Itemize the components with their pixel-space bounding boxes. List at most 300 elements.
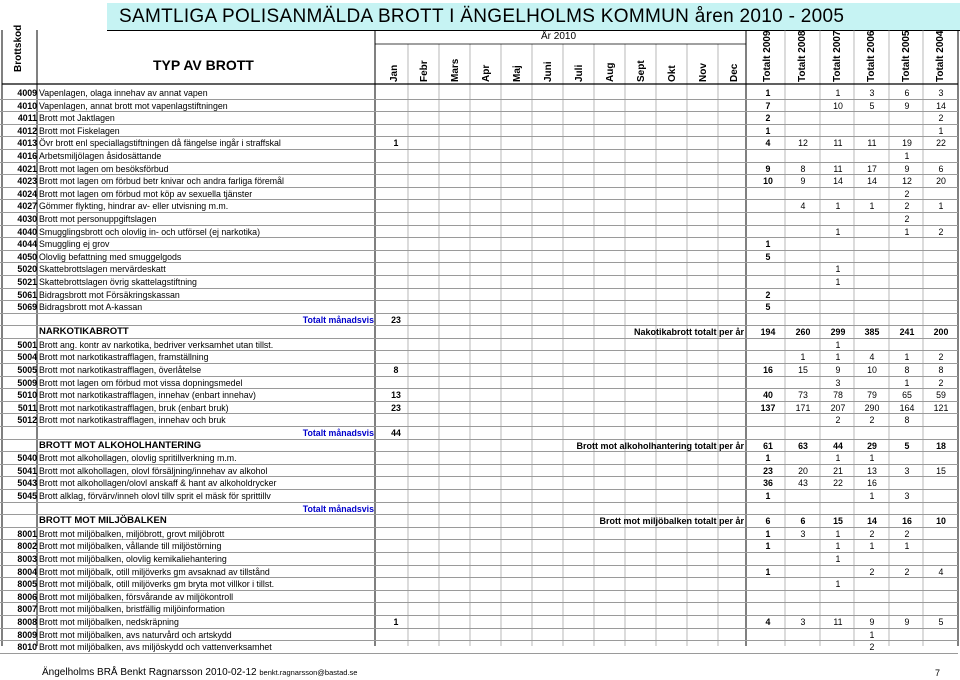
year-total-value: 11 xyxy=(833,138,843,149)
total-header-4: Totalt 2005 xyxy=(901,30,912,82)
crime-code: 5021 xyxy=(17,276,37,287)
year-total-value: 8 xyxy=(904,365,910,376)
crime-code: 5040 xyxy=(17,453,37,464)
table-row xyxy=(0,414,960,427)
crime-code: 4050 xyxy=(17,251,37,262)
crime-description: Bidragsbrott mot Försäkringskassan xyxy=(39,289,180,300)
year-total-value: 5 xyxy=(869,100,875,111)
table-row xyxy=(0,591,960,604)
table-row xyxy=(0,188,960,201)
total-header-3: Totalt 2006 xyxy=(866,30,877,82)
crime-description: Skattebrottslagen mervärdeskatt xyxy=(39,264,166,275)
crime-description: Olovlig befattning med smuggelgods xyxy=(39,251,182,262)
crime-description: Brott mot alkohollagen, olovlig spritillverkning m.m. xyxy=(39,453,237,464)
year-total-value: 1 xyxy=(765,566,771,577)
jan-value: 1 xyxy=(393,138,399,149)
year-total-value: 8 xyxy=(904,415,910,426)
crime-code: 8009 xyxy=(17,629,37,640)
table-row xyxy=(0,540,960,553)
year-total-value: 22 xyxy=(833,478,843,489)
jan-value: 44 xyxy=(391,428,401,439)
year-total-value: 79 xyxy=(867,390,877,401)
crime-code: 8010 xyxy=(17,642,37,653)
year-total-value: 78 xyxy=(833,390,843,401)
year-total-value: 23 xyxy=(763,465,773,476)
footer-email: benkt.ragnarsson@bastad.se xyxy=(259,668,358,677)
year-total-value: 1 xyxy=(938,125,944,136)
year-total-value: 2 xyxy=(869,528,875,539)
crime-code: 8008 xyxy=(17,616,37,627)
crime-description: Brott mot Fiskelagen xyxy=(39,125,120,136)
year-total-value: 9 xyxy=(869,616,875,627)
year-total-value: 1 xyxy=(765,453,771,464)
year-total-value: 1 xyxy=(835,276,841,287)
year-total-value: 12 xyxy=(902,176,912,187)
crime-code: 5005 xyxy=(17,365,37,376)
crime-code: 5045 xyxy=(17,491,37,501)
year-total-value: 299 xyxy=(830,327,846,338)
table-row xyxy=(0,175,960,188)
table-row xyxy=(0,213,960,226)
crime-description: Brott mot miljöbalk, otill miljöverks gm bryta mot villkor i tillst. xyxy=(39,579,275,590)
group-year-total-label: Nakotikabrott totalt per år xyxy=(633,327,744,338)
year-total-value: 17 xyxy=(867,163,877,174)
month-header-juli: Juli xyxy=(574,64,585,82)
year-total-value: 73 xyxy=(798,390,808,401)
crime-description: Brott mot lagen om förbud mot köp av sexuella tjänster xyxy=(39,188,253,199)
table-row xyxy=(0,125,960,138)
year-total-value: 4 xyxy=(800,201,806,212)
group-title: BROTT MOT MILJÖBALKEN xyxy=(39,515,167,527)
year-total-value: 1 xyxy=(904,352,910,363)
group-title: NARKOTIKABROTT xyxy=(39,326,129,338)
year-total-value: 6 xyxy=(765,516,771,527)
crime-description: Brott mot miljöbalken, olovlig kemikaliehantering xyxy=(39,553,227,564)
year-total-value: 121 xyxy=(933,402,949,413)
month-total-label: Totalt månadsvis xyxy=(302,314,374,325)
year-total-value: 7 xyxy=(765,100,771,111)
year-total-value: 1 xyxy=(800,352,806,363)
year-total-value: 1 xyxy=(765,239,771,250)
crime-code: 4024 xyxy=(17,188,37,199)
year-total-value: 3 xyxy=(869,88,875,98)
crime-code: 4009 xyxy=(17,88,37,98)
crime-code: 4044 xyxy=(17,239,37,250)
year-total-value: 9 xyxy=(904,163,910,174)
table-row xyxy=(0,490,960,503)
crime-description: Skattebrottslagen övrig skattelagstiftning xyxy=(39,276,197,287)
year-total-value: 1 xyxy=(835,579,841,590)
year-total-value: 1 xyxy=(835,528,841,539)
crime-code: 5020 xyxy=(17,264,37,275)
jan-value: 23 xyxy=(391,314,401,325)
year-total-value: 137 xyxy=(760,402,776,413)
year-total-value: 43 xyxy=(798,478,808,489)
crime-description: Gömmer flykting, hindrar av- eller utvisning m.m. xyxy=(39,201,229,212)
year-total-value: 9 xyxy=(765,163,771,174)
table-row xyxy=(0,465,960,478)
total-header-2: Totalt 2007 xyxy=(832,30,843,82)
crime-code: 4027 xyxy=(17,201,37,212)
crime-code: 5069 xyxy=(17,302,37,313)
year-total-value: 1 xyxy=(835,541,841,552)
year-total-value: 59 xyxy=(936,390,946,401)
month-header-nov: Nov xyxy=(698,63,709,82)
total-header-5: Totalt 2004 xyxy=(935,30,946,82)
crime-code: 4040 xyxy=(17,226,37,237)
year-total-value: 194 xyxy=(760,327,776,338)
title-bar xyxy=(107,3,960,31)
year-total-value: 14 xyxy=(936,100,946,111)
year-total-value: 164 xyxy=(899,402,915,413)
crime-code: 5041 xyxy=(17,465,37,476)
table-row xyxy=(0,339,960,352)
crime-description: Vapenlagen, annat brott mot vapenlagstiftningen xyxy=(39,100,228,111)
table-row xyxy=(0,616,960,629)
crime-description: Brott alklag, förvärv/inneh olovl tillv sprit el mäsk för sprittillv xyxy=(39,491,271,501)
table-row xyxy=(0,100,960,113)
year-total-value: 6 xyxy=(800,516,806,527)
crime-description: Bidragsbrott mot A-kassan xyxy=(39,302,143,313)
crime-description: Brott mot alkohollagen/olovl anskaff & hant av alkoholdrycker xyxy=(39,478,277,489)
crime-description: Brott mot narkotikastrafflagen, bruk (enbart bruk) xyxy=(39,402,229,413)
jan-value: 23 xyxy=(391,402,401,413)
year-total-value: 1 xyxy=(869,541,875,552)
table-row xyxy=(0,389,960,402)
jan-value: 8 xyxy=(393,365,399,376)
year-total-value: 1 xyxy=(835,352,841,363)
table-row xyxy=(0,238,960,251)
year-total-value: 2 xyxy=(904,188,910,199)
group-year-total-label: Brott mot alkoholhantering totalt per år xyxy=(576,440,744,451)
crime-description: Brott mot miljöbalken, nedskräpning xyxy=(39,616,179,627)
year-total-value: 1 xyxy=(835,339,841,350)
table-row xyxy=(0,603,960,616)
group-year-total-label: Brott mot miljöbalken totalt per år xyxy=(599,516,744,527)
crime-code: 8007 xyxy=(17,604,37,615)
year-total-value: 61 xyxy=(763,440,773,451)
year-total-value: 2 xyxy=(765,113,771,124)
crime-description: Brott mot miljöbalken, miljöbrott, grovt miljöbrott xyxy=(39,528,225,539)
table-row xyxy=(0,351,960,364)
crime-description: Övr brott enl speciallagstiftningen då fängelse ingår i straffskal xyxy=(39,138,281,149)
month-total-row xyxy=(0,503,960,516)
jan-value: 1 xyxy=(393,616,399,627)
table-row xyxy=(0,477,960,490)
year-total-value: 3 xyxy=(800,616,806,627)
crime-code: 8001 xyxy=(17,528,37,539)
crime-description: Brott ang. kontr av narkotika, bedriver verksamhet utan tillst. xyxy=(39,339,274,350)
year-total-value: 15 xyxy=(798,365,808,376)
crime-table xyxy=(0,87,960,654)
year-total-value: 2 xyxy=(869,566,875,577)
year-total-value: 2 xyxy=(869,415,875,426)
crime-description: Brott mot miljöbalken, försvårande av miljökontroll xyxy=(39,591,234,602)
footer-text: Ängelholms BRÅ Benkt Ragnarsson 2010-02-12 xyxy=(42,667,257,678)
crime-code: 4012 xyxy=(17,125,37,136)
year-total-value: 2 xyxy=(869,642,875,653)
year-total-value: 19 xyxy=(902,138,912,149)
table-row xyxy=(0,301,960,314)
crime-code: 5004 xyxy=(17,352,37,363)
year-total-value: 5 xyxy=(765,302,771,313)
group-header-row xyxy=(0,440,960,453)
year-total-value: 5 xyxy=(765,251,771,262)
year-total-value: 11 xyxy=(833,616,843,627)
year-total-value: 1 xyxy=(904,226,910,237)
year-total-value: 2 xyxy=(835,415,841,426)
year-total-value: 1 xyxy=(835,553,841,564)
month-header-dec: Dec xyxy=(729,63,740,82)
crime-description: Brott mot narkotikastrafflagen, framställning xyxy=(39,352,209,363)
month-header-okt: Okt xyxy=(667,65,678,82)
table-row xyxy=(0,200,960,213)
year-total-value: 2 xyxy=(938,377,944,388)
crime-description: Brott mot narkotikastrafflagen, innehav (enbart innehav) xyxy=(39,390,256,401)
crime-description: Brott mot miljöbalken, avs naturvård och artskydd xyxy=(39,629,232,640)
year-total-value: 385 xyxy=(864,327,880,338)
table-row xyxy=(0,377,960,390)
year-total-value: 1 xyxy=(869,453,875,464)
crime-description: Brott mot lagen om besöksförbud xyxy=(39,163,169,174)
crime-description: Brott mot lagen om förbud betr knivar och andra farliga föremål xyxy=(39,176,284,187)
year-total-value: 4 xyxy=(938,566,944,577)
year-total-value: 5 xyxy=(938,616,944,627)
year-total-value: 1 xyxy=(869,491,875,501)
year-total-value: 4 xyxy=(869,352,875,363)
year-total-value: 21 xyxy=(833,465,843,476)
year-total-value: 290 xyxy=(864,402,880,413)
crime-code: 8003 xyxy=(17,553,37,564)
year-total-value: 2 xyxy=(938,226,944,237)
year-total-value: 2 xyxy=(938,352,944,363)
year-total-value: 29 xyxy=(867,440,877,451)
year-total-value: 1 xyxy=(869,629,875,640)
year-total-value: 1 xyxy=(765,88,771,98)
crime-code: 5061 xyxy=(17,289,37,300)
crime-description: Brott mot narkotikastrafflagen, innehav och bruk xyxy=(39,415,226,426)
year-total-value: 2 xyxy=(904,528,910,539)
table-row xyxy=(0,226,960,239)
group-title: BROTT MOT ALKOHOLHANTERING xyxy=(39,439,202,451)
year-total-value: 1 xyxy=(835,88,841,98)
year-total-value: 16 xyxy=(867,478,877,489)
table-row xyxy=(0,263,960,276)
year-total-value: 10 xyxy=(833,100,843,111)
year-total-value: 1 xyxy=(765,528,771,539)
year-total-value: 1 xyxy=(835,226,841,237)
table-row xyxy=(0,528,960,541)
year-total-value: 11 xyxy=(833,163,843,174)
crime-code: 4021 xyxy=(17,163,37,174)
crime-code: 8006 xyxy=(17,591,37,602)
year-total-value: 10 xyxy=(763,176,773,187)
year-total-value: 2 xyxy=(938,113,944,124)
crime-code: 8002 xyxy=(17,541,37,552)
year-total-value: 16 xyxy=(763,365,773,376)
year-total-value: 9 xyxy=(904,616,910,627)
crime-code: 5010 xyxy=(17,390,37,401)
year-total-value: 14 xyxy=(867,516,877,527)
month-total-label: Totalt månadsvis xyxy=(302,503,374,514)
year-total-value: 9 xyxy=(835,365,841,376)
year-total-value: 5 xyxy=(904,440,910,451)
year-total-value: 2 xyxy=(904,566,910,577)
table-row xyxy=(0,163,960,176)
crime-description: Brott mot narkotikastrafflagen, överlåtelse xyxy=(39,365,202,376)
crime-code: 8005 xyxy=(17,579,37,590)
year-total-value: 3 xyxy=(835,377,841,388)
group-header-row xyxy=(0,515,960,528)
month-header-maj: Maj xyxy=(512,65,523,82)
year-total-value: 8 xyxy=(938,365,944,376)
crime-code: 4011 xyxy=(17,113,37,124)
crime-code: 4013 xyxy=(17,138,37,149)
year-total-value: 1 xyxy=(904,150,910,161)
crime-description: Brott mot miljöbalk, otill miljöverks gm avsaknad av tillstånd xyxy=(39,566,270,577)
crime-description: Smuggling ej grov xyxy=(39,239,110,250)
month-total-row xyxy=(0,427,960,440)
crime-code: 4030 xyxy=(17,213,37,224)
year-total-value: 200 xyxy=(933,327,949,338)
year-total-value: 4 xyxy=(765,616,771,627)
year-total-value: 3 xyxy=(938,88,944,98)
year-total-value: 65 xyxy=(902,390,912,401)
crime-description: Brott mot Jaktlagen xyxy=(39,113,115,124)
crime-code: 5043 xyxy=(17,478,37,489)
month-header-sept: Sept xyxy=(636,60,647,82)
crime-description: Brott mot miljöbalken, vållande till miljöstörning xyxy=(39,541,222,552)
year-total-value: 13 xyxy=(867,465,877,476)
crime-description: Brott mot lagen om förbud mot vissa dopningsmedel xyxy=(39,377,243,388)
crime-description: Smugglingsbrott och olovlig in- och utförsel (ej narkotika) xyxy=(39,226,261,237)
year-total-value: 1 xyxy=(765,125,771,136)
crime-code: 5009 xyxy=(17,377,37,388)
year-total-value: 2 xyxy=(904,213,910,224)
crime-description: Brott mot alkohollagen, olovl försäljning/innehav av alkohol xyxy=(39,465,268,476)
page-title: SAMTLIGA POLISANMÄLDA BROTT I ÄNGELHOLMS KOMMUN åren 2010 - 2005 xyxy=(119,6,845,27)
year-total-value: 8 xyxy=(800,163,806,174)
year-total-value: 1 xyxy=(904,377,910,388)
table-row xyxy=(0,251,960,264)
year-total-value: 1 xyxy=(904,541,910,552)
year-total-value: 2 xyxy=(765,289,771,300)
year-total-value: 12 xyxy=(798,138,808,149)
total-header-0: Totalt 2009 xyxy=(762,30,773,82)
table-row xyxy=(0,364,960,377)
crime-code: 5012 xyxy=(17,415,37,426)
year-total-value: 2 xyxy=(904,201,910,212)
year-total-value: 20 xyxy=(936,176,946,187)
group-header-row xyxy=(0,326,960,339)
month-header-aug: Aug xyxy=(605,62,616,82)
total-header-1: Totalt 2008 xyxy=(797,30,808,82)
crime-code: 4016 xyxy=(17,150,37,161)
month-header-juni: Juni xyxy=(543,61,554,82)
month-header-febr: Febr xyxy=(419,60,430,82)
year-total-value: 36 xyxy=(763,478,773,489)
table-row xyxy=(0,566,960,579)
crime-description: Brott mot personuppgiftslagen xyxy=(39,213,157,224)
year-total-value: 40 xyxy=(763,390,773,401)
crime-code: 4023 xyxy=(17,176,37,187)
year-header: År 2010 xyxy=(541,31,577,42)
year-total-value: 260 xyxy=(795,327,811,338)
year-total-value: 1 xyxy=(869,201,875,212)
crime-description: Brott mot miljöbalken, avs miljöskydd och vattenverksamhet xyxy=(39,642,272,653)
year-total-value: 1 xyxy=(835,453,841,464)
crime-code: 5011 xyxy=(17,402,37,413)
crime-description: Arbetsmiljölagen åsidosättande xyxy=(39,150,162,161)
table-row xyxy=(0,289,960,302)
footer xyxy=(42,667,357,678)
year-total-value: 171 xyxy=(795,402,811,413)
table-row xyxy=(0,402,960,415)
month-total-row xyxy=(0,314,960,327)
year-total-value: 3 xyxy=(904,491,910,501)
year-total-value: 6 xyxy=(904,88,910,98)
year-total-value: 14 xyxy=(867,176,877,187)
year-total-value: 11 xyxy=(867,138,877,149)
year-total-value: 3 xyxy=(800,528,806,539)
crime-code: 4010 xyxy=(17,100,37,111)
month-total-label: Totalt månadsvis xyxy=(302,428,374,439)
table-row xyxy=(0,150,960,163)
month-header-jan: Jan xyxy=(389,64,400,82)
table-header xyxy=(0,24,960,84)
jan-value: 13 xyxy=(391,390,401,401)
year-total-value: 4 xyxy=(765,138,771,149)
year-total-value: 241 xyxy=(899,327,915,338)
month-header-apr: Apr xyxy=(481,64,492,82)
table-row xyxy=(0,578,960,591)
year-total-value: 1 xyxy=(835,264,841,275)
year-total-value: 3 xyxy=(904,465,910,476)
year-total-value: 9 xyxy=(800,176,806,187)
year-total-value: 14 xyxy=(833,176,843,187)
page-number: 7 xyxy=(935,668,941,678)
year-total-value: 1 xyxy=(765,491,771,501)
year-total-value: 6 xyxy=(938,163,944,174)
year-total-value: 1 xyxy=(835,201,841,212)
crime-description: Vapenlagen, olaga innehav av annat vapen xyxy=(39,88,208,98)
year-total-value: 22 xyxy=(936,138,946,149)
table-row xyxy=(0,137,960,150)
table-row xyxy=(0,276,960,289)
year-total-value: 1 xyxy=(938,201,944,212)
year-total-value: 18 xyxy=(936,440,946,451)
crime-description: Brott mot miljöbalken, bristfällig miljöinformation xyxy=(39,604,225,615)
code-column-header: Brottskod xyxy=(13,24,24,72)
year-total-value: 9 xyxy=(904,100,910,111)
month-header-mars: Mars xyxy=(450,58,461,82)
table-row xyxy=(0,629,960,642)
year-total-value: 16 xyxy=(902,516,912,527)
year-total-value: 44 xyxy=(833,440,843,451)
year-total-value: 10 xyxy=(936,516,946,527)
table-row xyxy=(0,112,960,125)
year-total-value: 15 xyxy=(833,516,843,527)
year-total-value: 63 xyxy=(798,440,808,451)
year-total-value: 1 xyxy=(765,541,771,552)
crime-code: 8004 xyxy=(17,566,37,577)
type-column-header: TYP AV BROTT xyxy=(153,57,254,73)
table-row xyxy=(0,87,960,100)
crime-code: 5001 xyxy=(17,339,37,350)
year-total-value: 207 xyxy=(830,402,846,413)
year-total-value: 20 xyxy=(798,465,808,476)
table-row xyxy=(0,553,960,566)
